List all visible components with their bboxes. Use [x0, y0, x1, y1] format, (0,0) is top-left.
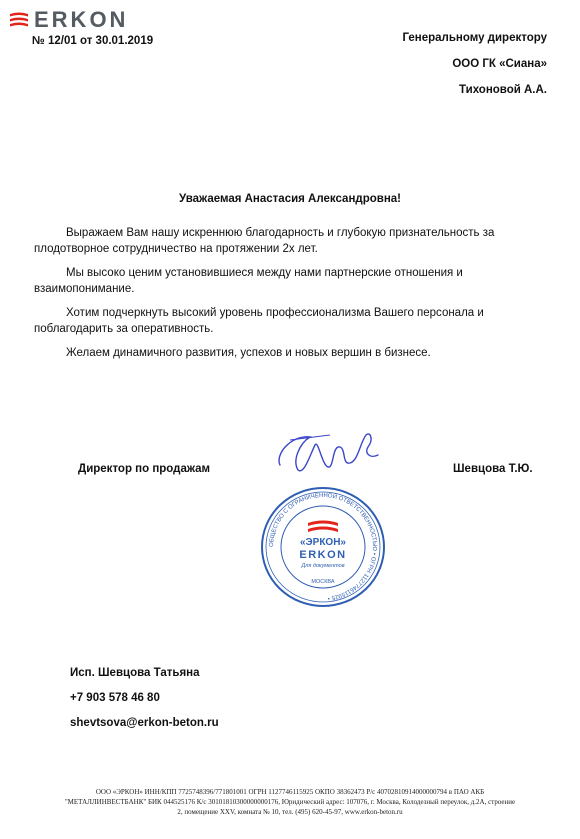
stamp-sub-text: Для документов	[301, 563, 345, 569]
letter-paragraph: Выражаем Вам нашу искреннюю благодарность и глубокую признательность за плодотворное сотрудничество на протяжении 2х лет.	[34, 227, 495, 255]
handwritten-signature	[270, 425, 390, 480]
executor-name: Исп. Шевцова Татьяна	[70, 667, 200, 679]
contact-email: shevtsova@erkon-beton.ru	[70, 717, 219, 729]
letter-paragraph: Желаем динамичного развития, успехов и новых вершин в бизнесе.	[66, 347, 431, 359]
footer-line: ООО «ЭРКОН» ИНН/КПП 7725748396/771801001 ОГРН 1127746115925 ОКПО 38362473 Р/с 40702810914000000794 в ПАО АКБ	[95, 788, 485, 796]
footer-line: "МЕТАЛЛИНВЕСТБАНК" БИК 044525176 К/с 30101810300000000176, Юридический адрес: 107076, г. Москва, Колодезный переулок, д.2А, строение	[64, 798, 516, 806]
letter-greeting: Уважаемая Анастасия Александровна!	[179, 193, 401, 205]
stamp-city: МОСКВА	[311, 579, 335, 585]
erkon-logo-icon	[8, 11, 30, 29]
document-number: № 12/01 от 30.01.2019	[32, 35, 154, 47]
letter-paragraph: Хотим подчеркнуть высокий уровень профессионализма Вашего персонала и поблагодарить за оперативность.	[34, 307, 484, 335]
stamp-ring-text: ОБЩЕСТВО С ОГРАНИЧЕННОЙ ОТВЕТСТВЕННОСТЬЮ • ОГРН 1127746115925 •	[268, 492, 378, 601]
company-requisites-footer	[20, 787, 560, 817]
company-stamp	[258, 485, 388, 610]
signer-title: Директор по продажам	[78, 463, 211, 475]
addressee-block	[402, 31, 547, 109]
signer-name: Шевцова Т.Ю.	[453, 463, 533, 475]
footer-line: 2, помещение XXV, комната № 10, тел. (495) 620-45-97, www.erkon-beton.ru	[177, 808, 403, 816]
company-logo	[8, 7, 129, 32]
letter-body	[34, 225, 544, 369]
addressee-name: Тихоновой А.А.	[459, 84, 547, 96]
contact-phone: +7 903 578 46 80	[70, 692, 160, 704]
stamp-quoted-name: «ЭРКОН»	[299, 537, 347, 548]
addressee-position: Генеральному директору	[402, 32, 547, 44]
contacts-block	[70, 666, 219, 741]
addressee-company: ООО ГК «Сиана»	[452, 58, 547, 70]
letter-paragraph: Мы высоко ценим установившиеся между нами партнерские отношения и взаимопонимание.	[34, 267, 463, 295]
stamp-main-name: ERKON	[299, 549, 347, 561]
logo-text: ERKON	[34, 7, 129, 32]
